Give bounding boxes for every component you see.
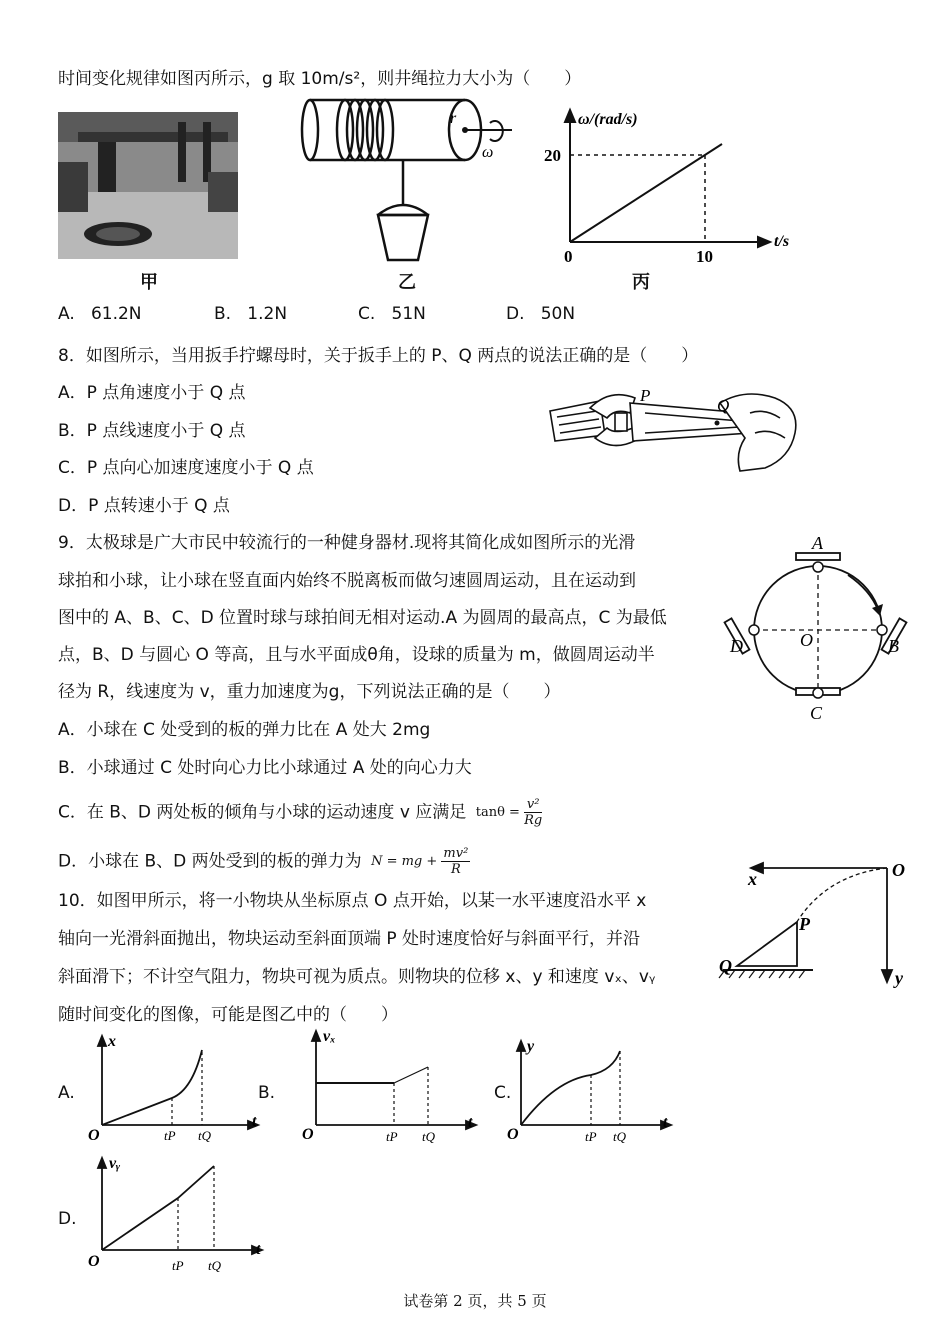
q8-option-d[interactable]: D．P 点转速小于 Q 点 xyxy=(58,496,230,516)
taiji-label-o: O xyxy=(800,630,813,650)
q9-option-d[interactable]: D．小球在 B、D 两处受到的板的弹力为 N = mg + $\frac{\text{mv²}}{R}$ xyxy=(58,846,469,877)
svg-text:O: O xyxy=(507,1126,519,1143)
q9-stem-line-5: 径为 R，线速度为 v，重力加速度为g，下列说法正确的是（ ） xyxy=(58,682,561,702)
winch-omega-label: ω xyxy=(482,144,494,161)
svg-text:O: O xyxy=(88,1253,100,1270)
svg-text:t: t xyxy=(468,1114,473,1131)
svg-text:tP: tP xyxy=(386,1129,398,1144)
q10-stem-line-4: 随时间变化的图像，可能是图乙中的（ ） xyxy=(58,1005,398,1025)
q10-stem-line-3: 斜面滑下；不计空气阻力，物块可视为质点。则物块的位移 x、y 和速度 vₓ、vᵧ xyxy=(58,967,656,987)
projectile-diagram xyxy=(715,850,920,990)
graph-c xyxy=(505,1035,680,1145)
graph-b-letter[interactable]: B. xyxy=(258,1083,276,1103)
graph-d xyxy=(82,1152,272,1277)
graph-y-tick: 20 xyxy=(544,146,561,165)
taiji-diagram xyxy=(720,530,920,725)
wrench-q-label: Q xyxy=(717,396,730,415)
svg-text:t: t xyxy=(256,1241,261,1258)
taiji-label-c: C xyxy=(810,703,823,723)
q7-option-d[interactable]: D. 50N xyxy=(506,304,576,324)
taiji-label-b: B xyxy=(888,636,899,656)
graph-origin: 0 xyxy=(564,247,573,266)
well-photo xyxy=(58,112,238,259)
proj-label-p: P xyxy=(799,914,810,934)
fig-label-jia: 甲 xyxy=(140,272,158,293)
svg-text:O: O xyxy=(88,1127,100,1144)
q7-option-b[interactable]: B. 1.2N xyxy=(214,304,288,324)
q8-option-b[interactable]: B．P 点线速度小于 Q 点 xyxy=(58,421,246,441)
svg-text:y: y xyxy=(527,1038,535,1055)
svg-text:tQ: tQ xyxy=(198,1128,211,1143)
graph-b xyxy=(296,1025,486,1145)
winch-r-label: r xyxy=(450,110,457,127)
taiji-label-a: A xyxy=(812,533,823,553)
omega-t-graph xyxy=(530,100,800,270)
winch-diagram xyxy=(300,95,520,270)
q9-stem-line-4: 点，B、D 与圆心 O 等高，且与水平面成θ角，设球的质量为 m，做圆周运动半 xyxy=(58,645,655,665)
wrench-p-label: P xyxy=(640,386,651,405)
wrench-diagram xyxy=(545,383,810,478)
svg-text:tP: tP xyxy=(172,1258,184,1273)
formula-d: N = mg + $\frac{\text{mv²}}{R}$ xyxy=(371,846,469,877)
fig-label-bing: 丙 xyxy=(632,272,650,293)
svg-text:t: t xyxy=(663,1114,668,1131)
proj-label-y: y xyxy=(895,968,903,988)
q9-stem-line-3: 图中的 A、B、C、D 位置时球与球拍间无相对运动.A 为圆周的最高点，C 为最低 xyxy=(58,608,667,628)
q9-option-b[interactable]: B．小球通过 C 处时向心力比小球通过 A 处的向心力大 xyxy=(58,758,472,778)
formula-c: tanθ = $\frac{\text{v²}}{Rg}$ xyxy=(475,797,543,828)
q10-stem-line-2: 轴向一光滑斜面抛出，物块运动至斜面顶端 P 处时速度恰好与斜面平行，并沿 xyxy=(58,929,641,949)
svg-text:tQ: tQ xyxy=(208,1258,221,1273)
page-footer: 试卷第 2 页，共 5 页 xyxy=(403,1292,547,1310)
svg-text:tQ: tQ xyxy=(422,1129,435,1144)
svg-text:tQ: tQ xyxy=(613,1129,626,1144)
svg-text:tP: tP xyxy=(164,1128,176,1143)
graph-x-tick: 10 xyxy=(696,247,713,266)
q8-option-a[interactable]: A．P 点角速度小于 Q 点 xyxy=(58,383,246,403)
graph-ylabel: ω/(rad/s) xyxy=(578,111,638,128)
graph-a-letter[interactable]: A. xyxy=(58,1083,75,1103)
q9-stem-line-2: 球拍和小球，让小球在竖直面内始终不脱离板而做匀速圆周运动，且在运动到 xyxy=(58,571,636,591)
q7-intro: 时间变化规律如图丙所示，g 取 10m/s²，则井绳拉力大小为（ ） xyxy=(58,69,582,89)
svg-text:vₓ: vₓ xyxy=(323,1028,336,1045)
graph-xlabel: t/s xyxy=(774,233,790,250)
q9-stem-line-1: 9．太极球是广大市民中较流行的一种健身器材.现将其简化成如图所示的光滑 xyxy=(58,533,636,553)
graph-a xyxy=(82,1030,267,1145)
q7-option-c[interactable]: C. 51N xyxy=(358,304,426,324)
q8-option-c[interactable]: C．P 点向心加速度速度小于 Q 点 xyxy=(58,458,314,478)
q9-option-c[interactable]: C．在 B、D 两处板的倾角与小球的运动速度 v 应满足 tanθ = $\frac{\text{v²}}{Rg}$ xyxy=(58,797,543,828)
proj-label-x: x xyxy=(748,869,757,889)
svg-text:vᵧ: vᵧ xyxy=(109,1155,121,1172)
q9-option-a[interactable]: A．小球在 C 处受到的板的弹力比在 A 处大 2mg xyxy=(58,720,431,740)
svg-text:tP: tP xyxy=(585,1129,597,1144)
graph-c-letter[interactable]: C. xyxy=(494,1083,512,1103)
proj-label-o: O xyxy=(892,860,905,880)
svg-text:x: x xyxy=(108,1033,116,1050)
svg-text:O: O xyxy=(302,1126,314,1143)
q7-option-a[interactable]: A. 61.2N xyxy=(58,304,142,324)
proj-label-q: Q xyxy=(719,956,732,976)
fig-label-yi: 乙 xyxy=(398,272,416,293)
taiji-label-d: D xyxy=(730,636,743,656)
q8-stem: 8．如图所示，当用扳手拧螺母时，关于扳手上的 P、Q 两点的说法正确的是（ ） xyxy=(58,346,699,366)
graph-d-letter[interactable]: D. xyxy=(58,1209,77,1229)
svg-text:t: t xyxy=(252,1113,257,1130)
q10-stem-line-1: 10．如图甲所示，将一小物块从坐标原点 O 点开始，以某一水平速度沿水平 x xyxy=(58,891,647,911)
